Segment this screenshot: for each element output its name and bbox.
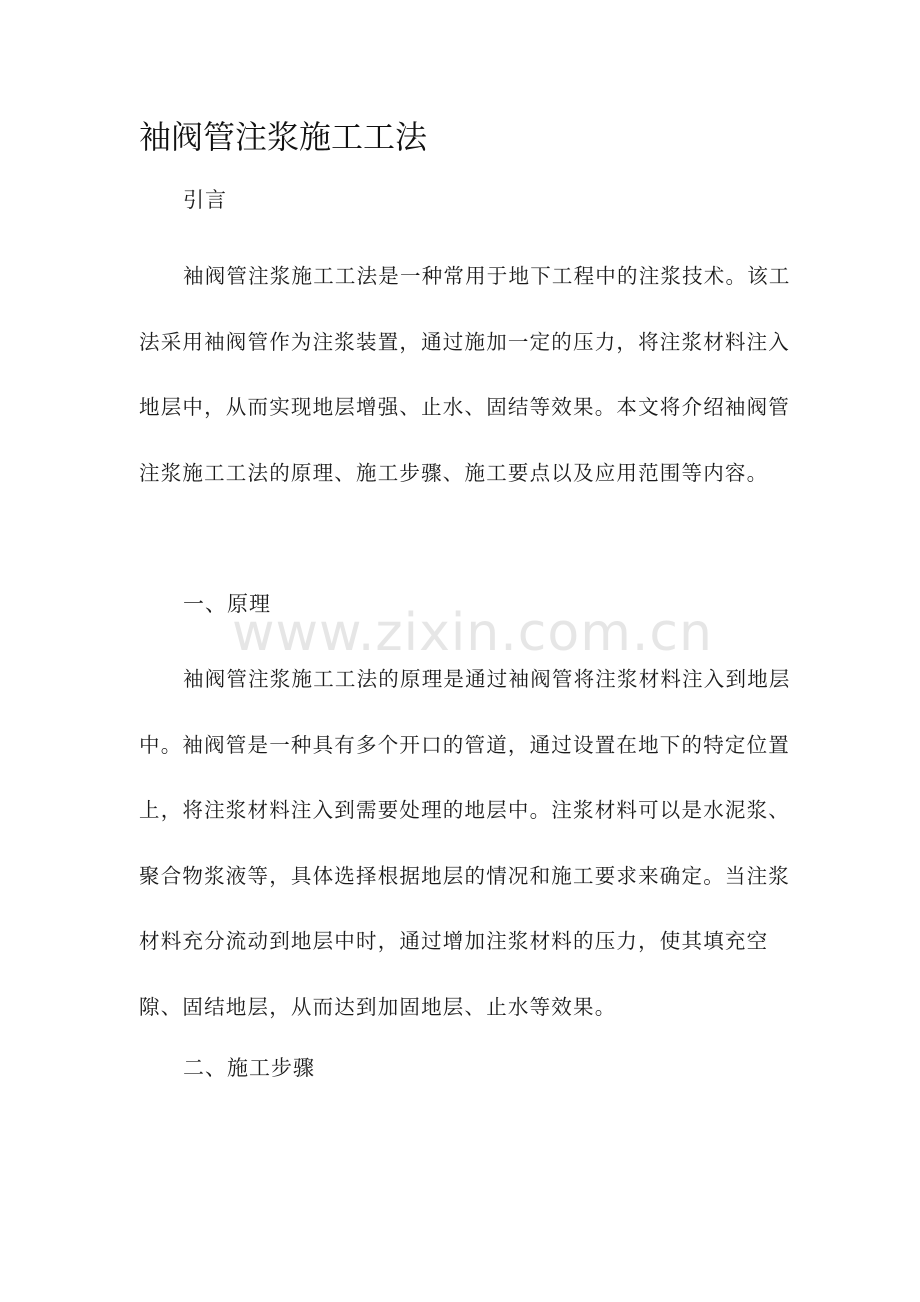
intro-heading: 引言: [183, 188, 227, 212]
intro-paragraph: 袖阀管注浆施工工法是一种常用于地下工程中的注浆技术。该工法采用袖阀管作为注浆装置，通过施加一定的压力，将注浆材料注入地层中，从而实现地层增强、止水、固结等效果。本文将介绍袖阀管注浆施工工法的原理、施工步骤、施工要点以及应用范围等内容。: [139, 264, 791, 485]
section-principle-heading: 一、原理: [183, 592, 271, 616]
document-title: 袖阀管注浆施工工法: [139, 118, 428, 156]
section-principle-paragraph: 袖阀管注浆施工工法的原理是通过袖阀管将注浆材料注入到地层中。袖阀管是一种具有多个开口的管道，通过设置在地下的特定位置上，将注浆材料注入到需要处理的地层中。注浆材料可以是水泥浆、聚合物浆液等，具体选择根据地层的情况和施工要求来确定。当注浆材料充分流动到地层中时，通过增加注浆材料的压力，使其填充空隙、固结地层，从而达到加固地层、止水等效果。: [139, 667, 791, 1019]
watermark: www.zixin.com.cn: [232, 603, 713, 663]
section-steps-heading: 二、施工步骤: [183, 1056, 315, 1080]
